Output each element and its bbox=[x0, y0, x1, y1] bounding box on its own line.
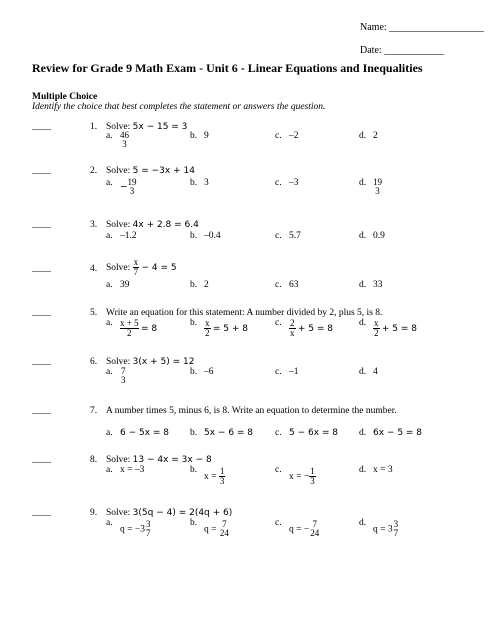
fraction: 3 7 bbox=[393, 519, 399, 539]
question-number: 8. bbox=[90, 455, 98, 465]
equation: 5x − 15 = 3 bbox=[132, 122, 188, 132]
question-stem: Write an equation for this statement: A number divided by 2, plus 5, is 8. bbox=[106, 308, 383, 318]
answer-blank[interactable]: ____ bbox=[32, 308, 51, 318]
equation: 3(5q − 4) = 2(4q + 6) bbox=[132, 508, 233, 518]
fraction: 7 3 bbox=[121, 366, 126, 386]
question-stem: Solve: 3(5q − 4) = 2(4q + 6) bbox=[106, 508, 233, 518]
question-number: 5. bbox=[90, 308, 98, 318]
question-stem: Solve: 13 − 4x = 3x − 8 bbox=[106, 455, 212, 465]
fraction: 3 7 bbox=[145, 519, 151, 539]
page-title: Review for Grade 9 Math Exam - Unit 6 - Linear Equations and Inequalities bbox=[32, 61, 423, 75]
name-field: Name: ___________________ bbox=[360, 22, 485, 33]
answer-blank[interactable]: ____ bbox=[32, 264, 51, 274]
fraction: $\frac{x}{7}$ bbox=[133, 257, 139, 278]
question-number: 9. bbox=[90, 508, 98, 518]
question-number: 2. bbox=[90, 166, 98, 176]
fraction: $\frac{2}{x}$ bbox=[290, 318, 295, 339]
equation: 13 − 4x = 3x − 8 bbox=[132, 455, 212, 465]
question-stem: Solve: $\frac{x}{7}$ − 4 = 5 bbox=[106, 257, 177, 278]
question-number: 7. bbox=[90, 406, 98, 416]
question-stem: Solve: 5x − 15 = 3 bbox=[106, 122, 188, 132]
answer-blank[interactable]: ____ bbox=[32, 406, 51, 416]
date-field: Date: ____________ bbox=[360, 45, 445, 56]
equation: 3(x + 5) = 12 bbox=[132, 357, 195, 367]
answer-blank[interactable]: ____ bbox=[32, 166, 51, 176]
question-stem: A number times 5, minus 6, is 8. Write an equation to determine the number. bbox=[106, 406, 397, 416]
question-stem: Solve: 5 = −3x + 14 bbox=[106, 166, 195, 176]
fraction: 7 24 bbox=[310, 519, 320, 539]
equation: 4x + 2.8 = 6.4 bbox=[132, 220, 199, 230]
question-number: 6. bbox=[90, 357, 98, 367]
question-stem: Solve: 4x + 2.8 = 6.4 bbox=[106, 220, 199, 230]
fraction: 46 3 bbox=[120, 130, 129, 150]
question-number: 1. bbox=[90, 122, 98, 132]
question-number: 3. bbox=[90, 220, 98, 230]
instructions: Identify the choice that best completes the statement or answers the question. bbox=[32, 102, 326, 112]
answer-blank[interactable]: ____ bbox=[32, 220, 51, 230]
fraction: 19 3 bbox=[373, 177, 382, 197]
answer-blank[interactable]: ____ bbox=[32, 122, 51, 132]
question-stem: Solve: 3(x + 5) = 12 bbox=[106, 357, 195, 367]
fraction: $\frac{x + 5}{2}$ bbox=[120, 318, 139, 339]
fraction: $\frac{1}{3}$ bbox=[310, 466, 315, 487]
answer-blank[interactable]: ____ bbox=[32, 508, 51, 518]
fraction: $\frac{x}{2}$ bbox=[374, 318, 379, 339]
fraction: $\frac{1}{3}$ bbox=[219, 466, 225, 487]
fraction: $\frac{x}{2}$ bbox=[205, 318, 210, 339]
question-number: 4. bbox=[90, 264, 98, 274]
section-heading: Multiple Choice bbox=[32, 92, 98, 102]
answer-blank[interactable]: ____ bbox=[32, 357, 51, 367]
equation: − 4 = 5 bbox=[141, 263, 177, 274]
fraction: 7 24 bbox=[219, 519, 229, 539]
equation: 5 = −3x + 14 bbox=[132, 166, 195, 176]
fraction: 19 3 bbox=[127, 177, 137, 197]
answer-blank[interactable]: ____ bbox=[32, 455, 51, 465]
